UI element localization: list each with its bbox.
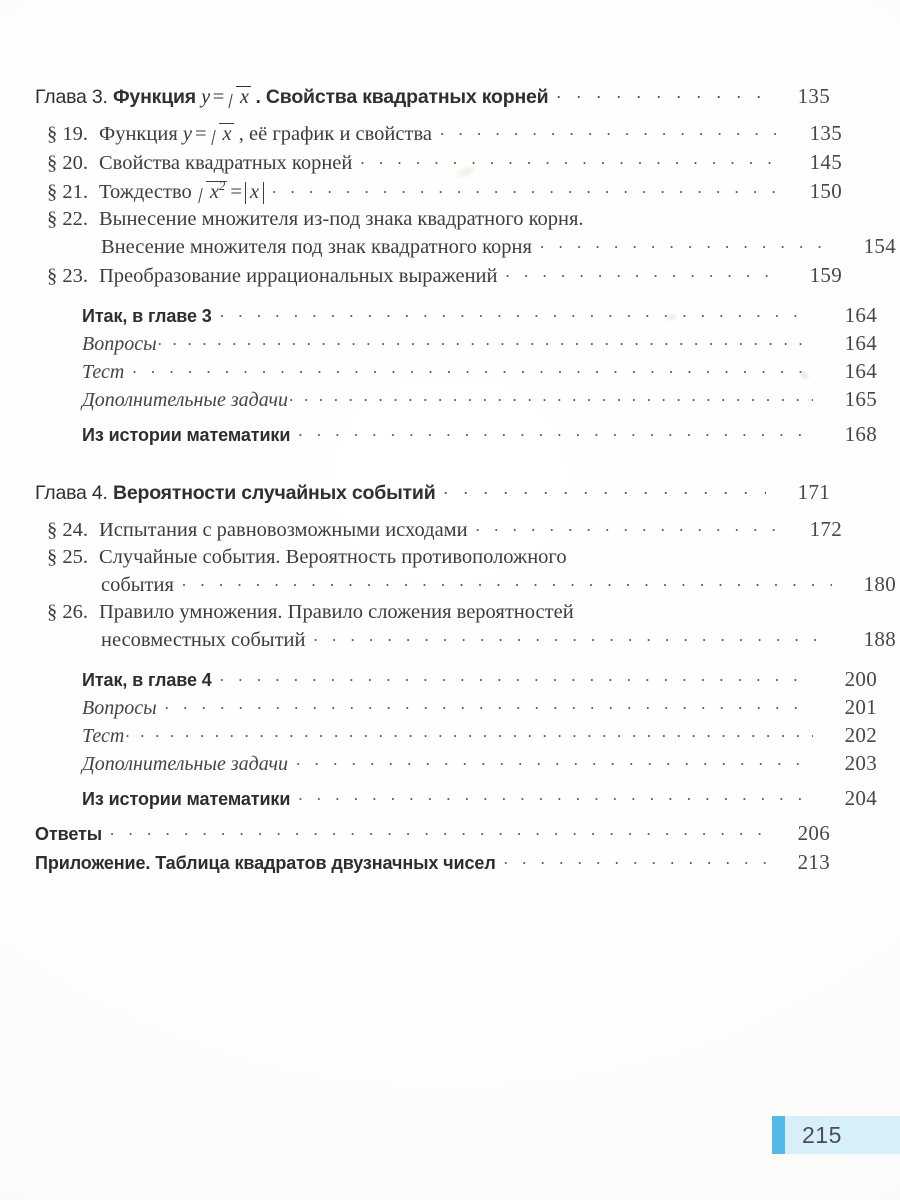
dot-leader [476,520,778,536]
toc-subitem-voprosy-4-page[interactable]: 201 [844,695,877,719]
dot-leader [540,237,832,253]
toc-entry-s20-page[interactable]: 145 [809,150,842,174]
chapter-heading-3[interactable] [35,84,830,109]
dot-leader [298,425,813,441]
math-identity-sqrt-x-squared: $x^2 = x$ [197,181,264,203]
toc-entry-s24-label: § 24. Испытания с равновозможными исходами [47,519,468,541]
chapter-3-prefix: Глава 3. [35,86,108,108]
toc-subitem-itak-4[interactable] [35,667,877,692]
toc-subitem-dop-zadachi-4[interactable] [35,751,877,776]
toc-subitem-dop-zadachi-3[interactable] [35,387,877,412]
dot-leader [165,698,813,714]
toc-subitem-istoriya-4-label: Из истории математики [82,789,291,809]
dot-leader [220,306,813,322]
dot-leader [313,630,832,646]
toc-subitem-test-3[interactable] [35,359,877,384]
toc-subitem-test-4[interactable] [35,723,877,748]
toc-entry-s26-label: § 26. Правило умножения. Правило сложения вероятностей [47,601,574,623]
spacer [35,415,830,422]
toc-entry-prilozhenie-page[interactable]: 213 [797,850,830,874]
toc-entry-s21-label: § 21. Тождество $x^2 = x$ [47,181,264,204]
radical-sign-icon: $x^2$ [198,181,226,204]
toc-subitem-test-3-label: Тест [82,361,125,383]
section-number-21: § 21. [47,181,88,203]
toc-entry-s23[interactable] [35,263,842,288]
toc-subitem-istoriya-4-page[interactable]: 204 [844,786,877,810]
toc-entry-s22-page[interactable]: 154 [863,234,896,258]
math-sqrt-x-s19: y = x [182,123,232,145]
toc-entry-s25-page[interactable]: 180 [863,572,896,596]
dot-leader [220,670,813,686]
toc-entry-s26-line2[interactable] [35,627,896,652]
toc-entry-s23-page[interactable]: 159 [809,263,842,287]
toc-entry-s19[interactable] [35,121,842,146]
section-number-23: § 23. [47,265,88,287]
dot-leader [444,483,767,499]
toc-subitem-voprosy-3[interactable] [35,331,877,356]
dot-leader [504,853,766,869]
chapter-3-page[interactable]: 135 [797,84,830,108]
toc-subitem-istoriya-4[interactable] [35,786,877,811]
table-of-contents [35,84,896,879]
page-number-accent-bar [772,1116,785,1154]
toc-subitem-voprosy-4[interactable] [35,695,877,720]
toc-entry-s24[interactable] [35,517,842,542]
dot-leader [289,390,813,406]
toc-subitem-dop-zadachi-3-label: Дополнительные задачи [82,389,289,411]
toc-entry-otvety-label: Ответы [35,824,103,844]
chapter-4-title: Вероятности случайных событий [112,482,436,504]
toc-subitem-itak-3-page[interactable]: 164 [844,303,877,327]
toc-entry-s22-line2-label: Внесение множителя под знак квадратного корня [101,236,532,258]
dot-leader [158,334,813,350]
section-number-19: § 19. [47,123,88,145]
toc-subitem-itak-4-page[interactable]: 200 [844,667,877,691]
toc-entry-s22-line2[interactable] [35,234,896,259]
dot-leader [506,266,779,282]
dot-leader [296,754,813,770]
spacer [35,656,830,667]
toc-entry-s19-page[interactable]: 135 [809,121,842,145]
chapter-4-page[interactable]: 171 [797,480,830,504]
toc-subitem-voprosy-3-label: Вопросы [82,333,157,355]
toc-subitem-dop-zadachi-4-page[interactable]: 203 [844,751,877,775]
toc-subitem-istoriya-3-label: Из истории математики [82,425,291,445]
dot-leader [182,575,832,591]
dot-leader [298,789,813,805]
toc-entry-s19-label: § 19. Функция y = x , её график и свойства [47,123,432,145]
dot-leader [440,124,778,140]
toc-entry-s21-page[interactable]: 150 [809,179,842,203]
toc-subitem-test-4-label: Тест [82,725,125,747]
toc-entry-otvety-page[interactable]: 206 [797,821,830,845]
toc-entry-s26-line2-label: несовместных событий [101,629,306,651]
dot-leader [125,726,813,742]
dot-leader [556,87,766,103]
dot-leader-empty [575,547,778,563]
chapter-heading-4-label [35,482,436,505]
spacer [35,450,830,480]
dot-leader-empty [592,209,778,225]
toc-subitem-voprosy-4-label: Вопросы [82,697,157,719]
dot-leader-empty [582,602,778,618]
chapter-3-title: Функция y = x . Свойства квадратных корней [112,86,549,108]
dot-leader [360,153,778,169]
toc-subitem-dop-zadachi-3-page[interactable]: 165 [844,387,877,411]
section-number-24: § 24. [47,519,88,541]
spacer [35,779,830,786]
chapter-heading-4[interactable] [35,480,830,505]
toc-entry-s20-label: § 20. Свойства квадратных корней [47,152,353,174]
radical-sign-icon: x [211,123,233,146]
toc-entry-s20[interactable] [35,150,842,175]
toc-subitem-test-4-page[interactable]: 202 [844,723,877,747]
toc-entry-s25-line2[interactable] [35,572,896,597]
chapter-4-prefix: Глава 4. [35,482,108,504]
toc-subitem-itak-3[interactable] [35,303,877,328]
toc-entry-s25-label: § 25. Случайные события. Вероятность противоположного [47,546,567,568]
radical-sign-icon: x [228,86,250,109]
toc-subitem-test-3-page[interactable]: 164 [844,359,877,383]
section-number-25: § 25. [47,546,88,568]
toc-entry-s21[interactable] [35,179,842,204]
toc-subitem-istoriya-3[interactable] [35,422,877,447]
toc-entry-prilozhenie[interactable] [35,850,830,875]
toc-entry-s26-page[interactable]: 188 [863,627,896,651]
toc-entry-s22[interactable] [35,208,842,231]
page-number-band [772,1116,900,1154]
section-number-26: § 26. [47,601,88,623]
dot-leader [110,824,766,840]
page-number: 215 [802,1121,842,1148]
chapter-3-math-sqrt-x: y = x [201,86,249,108]
toc-entry-prilozhenie-label: Приложение. Таблица квадратов двузначных чисел [35,853,496,873]
spacer [35,814,830,821]
dot-leader [272,182,778,198]
toc-entry-s25-line2-label: события [101,574,174,596]
toc-subitem-itak-3-label: Итак, в главе 3 [82,306,212,326]
toc-entry-s23-label: § 23. Преобразование иррациональных выражений [47,265,498,287]
toc-subitem-dop-zadachi-4-label: Дополнительные задачи [82,753,289,775]
toc-entry-s24-page[interactable]: 172 [809,517,842,541]
toc-subitem-itak-4-label: Итак, в главе 4 [82,670,212,690]
toc-entry-s26[interactable] [35,601,842,624]
section-number-20: § 20. [47,152,88,174]
toc-entry-otvety[interactable] [35,821,830,846]
dot-leader [132,362,813,378]
toc-entry-s25[interactable] [35,546,842,569]
spacer [35,292,830,303]
section-number-22: § 22. [47,208,88,230]
toc-entry-s22-label: § 22. Вынесение множителя из-под знака квадратного корня. [47,208,584,230]
chapter-heading-3-label [35,86,548,109]
absolute-value-bars: x [245,182,264,204]
toc-subitem-istoriya-3-page[interactable]: 168 [844,422,877,446]
toc-subitem-voprosy-3-page[interactable]: 164 [844,331,877,355]
